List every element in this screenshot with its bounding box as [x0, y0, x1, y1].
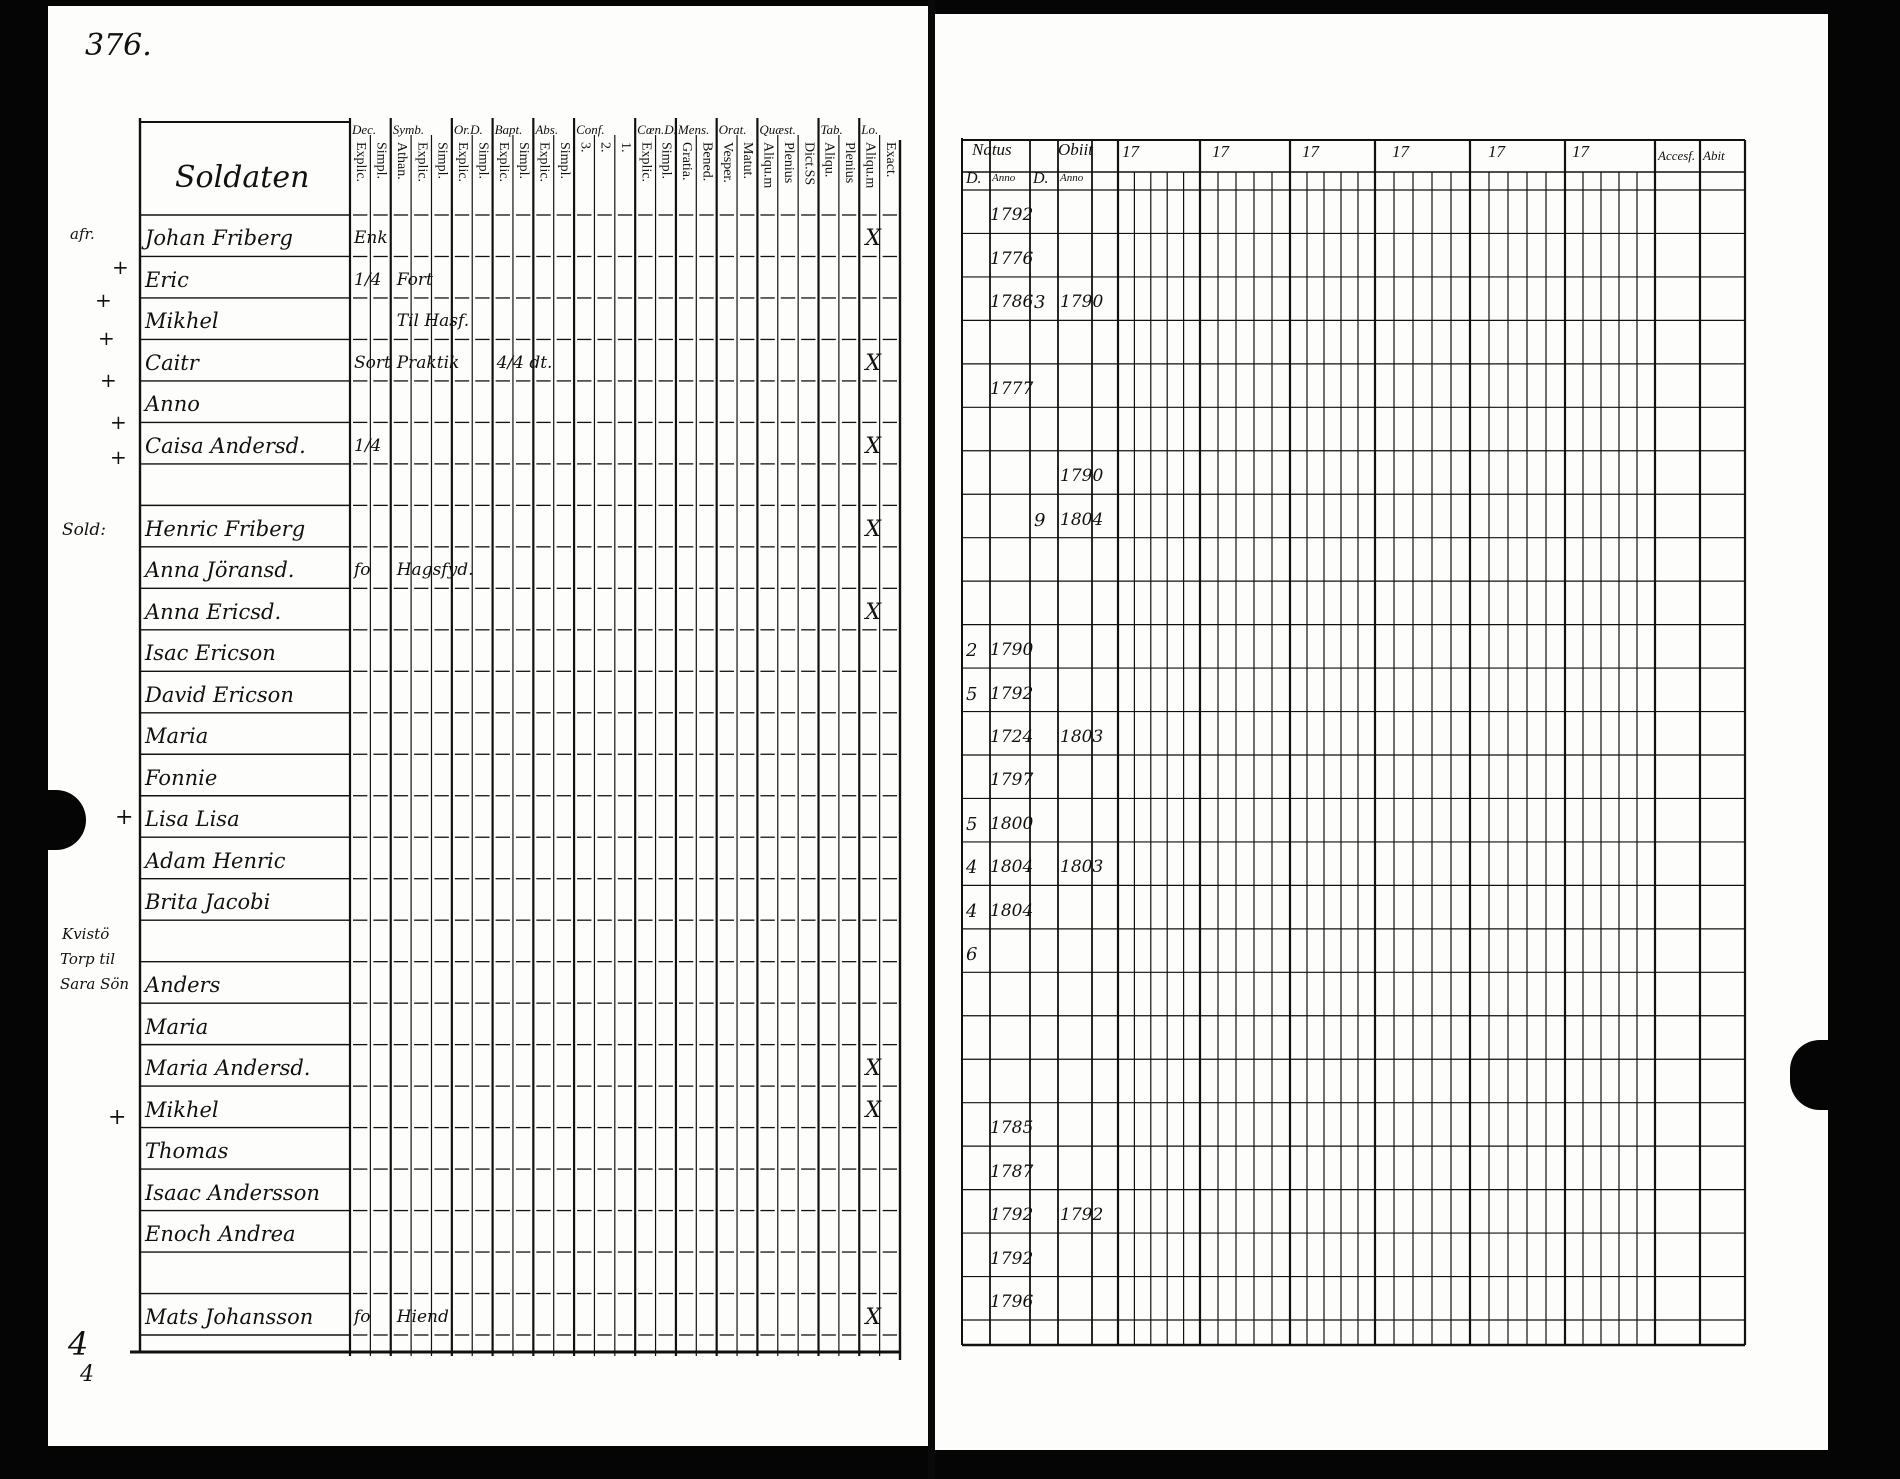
column-sub-header: Explic. — [455, 142, 471, 183]
row-name: Fonnie — [145, 765, 218, 790]
margin-note: + — [110, 445, 127, 469]
column-sub-header: Aliqu.m — [862, 142, 878, 189]
register-title: Soldaten — [175, 160, 310, 195]
natus-year: 1797 — [990, 770, 1034, 791]
dec-entry: 1/4 — [354, 269, 382, 290]
row-name: Anna Jöransd. — [145, 558, 295, 583]
right-sub-header: Anno — [1060, 172, 1084, 184]
obiit-day: 3 — [1034, 292, 1046, 314]
margin-note: + — [95, 288, 112, 312]
row-name: Enoch Andrea — [145, 1222, 296, 1247]
column-sub-header: Plenius — [780, 142, 796, 184]
margin-note: Torp til — [60, 950, 116, 968]
row-name: Anna Ericsd. — [145, 599, 282, 624]
row-name: Isac Ericson — [145, 641, 276, 666]
column-group-header: Abs. — [535, 122, 559, 137]
natus-year: 1776 — [990, 248, 1034, 269]
row-name: Thomas — [145, 1139, 229, 1164]
column-sub-header: Dict.SS — [801, 142, 817, 186]
margin-note: Sara Sön — [60, 975, 130, 993]
obiit-year: 1790 — [1060, 292, 1104, 313]
right-column-header: Accesf. — [1658, 148, 1696, 163]
row-name: Henric Friberg — [145, 516, 306, 541]
margin-note: Kvistö — [62, 925, 110, 943]
natus-year: 1724 — [990, 727, 1034, 747]
row-name: Maria Andersd. — [145, 1056, 311, 1081]
natus-year: 1792 — [990, 205, 1034, 226]
column-group-header: Dec. — [352, 122, 377, 137]
row-name: Johan Friberg — [145, 226, 293, 251]
natus-day: 2 — [966, 640, 978, 662]
natus-year: 1792 — [990, 683, 1034, 704]
column-group-header: Lo. — [861, 122, 879, 137]
right-column-header: Obiit — [1058, 140, 1093, 159]
symb-entry: Hiend — [396, 1307, 449, 1327]
right-column-header: 17 — [1122, 142, 1139, 161]
column-sub-header: Simpl. — [475, 142, 491, 179]
margin-note: + — [108, 1105, 127, 1130]
column-sub-header: Explic. — [536, 142, 552, 183]
row-name: Eric — [145, 267, 189, 292]
natus-year: 1804 — [990, 857, 1034, 878]
row-name: Maria — [145, 724, 209, 749]
column-sub-header: Bened. — [699, 142, 715, 182]
margin-note: + — [98, 326, 115, 350]
right-sub-header: Anno — [992, 172, 1016, 184]
row-name: Isaac Andersson — [145, 1180, 320, 1205]
column-group-header: Quæst. — [759, 122, 796, 137]
column-sub-header: Simpl. — [556, 142, 572, 179]
right-sub-header: D. — [1033, 170, 1049, 187]
row-name: Anno — [145, 392, 200, 417]
column-group-header: Symb. — [392, 122, 425, 137]
natus-year: 1786 — [990, 292, 1034, 313]
row-name: Anders — [145, 973, 221, 998]
margin-note: afr. — [70, 225, 95, 243]
column-sub-header: Athan. — [393, 142, 409, 180]
right-column-header: 17 — [1572, 142, 1589, 161]
dec-entry: Sort — [354, 352, 391, 373]
right-column-header: 17 — [1392, 142, 1409, 161]
row-name: Mats Johansson — [145, 1305, 314, 1329]
column-group-header: Cœn.D. — [637, 122, 677, 137]
obiit-day: 9 — [1034, 509, 1046, 531]
dec-entry: fo — [354, 1307, 371, 1327]
lo-mark: X — [865, 350, 881, 376]
margin-note: Sold: — [62, 520, 106, 540]
margin-note: + — [112, 255, 129, 279]
lo-mark: X — [865, 1097, 881, 1123]
row-name: Adam Henric — [145, 848, 286, 873]
natus-year: 1792 — [990, 1248, 1034, 1269]
column-sub-header: Explic. — [495, 142, 511, 183]
lo-mark: X — [865, 599, 881, 625]
right-sub-header: D. — [966, 170, 982, 187]
row-name: Maria — [145, 1014, 209, 1039]
lo-mark: X — [865, 1056, 881, 1082]
obiit-year: 1804 — [1060, 509, 1104, 530]
natus-day: 5 — [966, 813, 978, 835]
row-name: Lisa Lisa — [145, 807, 240, 832]
row-name: Brita Jacobi — [145, 890, 271, 915]
column-sub-header: Exact. — [882, 142, 898, 178]
column-group-header: Tab. — [820, 122, 843, 137]
row-name: David Ericson — [145, 682, 294, 707]
margin-note: 4 — [80, 1362, 94, 1387]
bapt-entry: 4/4 dt. — [496, 352, 553, 373]
column-group-header: Mens. — [677, 122, 710, 137]
column-sub-header: 3. — [577, 142, 593, 153]
natus-year: 1790 — [990, 640, 1034, 661]
lo-mark: X — [865, 516, 881, 542]
right-column-header: Abit — [1703, 148, 1725, 163]
column-sub-header: Vesper. — [719, 142, 735, 183]
column-sub-header: Matut. — [740, 142, 756, 179]
margin-note: 4 — [68, 1325, 89, 1363]
natus-day: 4 — [966, 900, 978, 922]
natus-year: 1792 — [990, 1205, 1034, 1226]
row-name: Caitr — [145, 350, 199, 375]
column-sub-header: Aliqu.m — [760, 142, 776, 189]
column-sub-header: Plenius — [842, 142, 858, 184]
column-sub-header: Gratia. — [679, 142, 695, 181]
margin-note: + — [110, 410, 127, 434]
dec-entry: fo — [354, 560, 371, 581]
right-column-header: 17 — [1302, 142, 1319, 161]
natus-day: 5 — [966, 683, 978, 705]
column-group-header: Bapt. — [494, 122, 523, 137]
dec-entry: Enk — [354, 228, 388, 249]
row-name: Caisa Andersd. — [145, 433, 306, 458]
row-name: Mikhel — [145, 1097, 219, 1122]
symb-entry: Hagsfyd. — [396, 560, 474, 581]
lo-mark: X — [865, 226, 881, 252]
symb-entry: Praktik — [396, 352, 460, 373]
natus-year: 1796 — [990, 1292, 1034, 1312]
column-group-header: Orat. — [718, 122, 747, 137]
lo-mark: X — [865, 433, 881, 459]
obiit-year: 1790 — [1060, 466, 1104, 487]
column-sub-header: Simpl. — [373, 142, 389, 179]
right-column-header: Natus — [972, 140, 1012, 159]
natus-year: 1785 — [990, 1118, 1034, 1139]
column-sub-header: Simpl. — [658, 142, 674, 179]
column-sub-header: Simpl. — [434, 142, 450, 179]
column-sub-header: Explic. — [638, 142, 654, 183]
natus-year: 1800 — [990, 813, 1034, 834]
obiit-year: 1803 — [1060, 857, 1104, 878]
right-column-header: 17 — [1212, 142, 1229, 161]
dec-entry: 1/4 — [354, 435, 382, 456]
page-number: 376. — [85, 28, 152, 63]
natus-year: 1804 — [990, 900, 1034, 921]
margin-note: + — [100, 368, 117, 392]
column-sub-header: 1. — [618, 142, 633, 153]
natus-year: 1787 — [990, 1161, 1034, 1182]
column-sub-header: 2. — [597, 142, 613, 153]
right-column-header: 17 — [1488, 142, 1505, 161]
symb-entry: Fort — [396, 269, 433, 290]
natus-year: 1777 — [990, 379, 1034, 400]
row-name: Mikhel — [145, 309, 219, 334]
lo-mark: X — [865, 1305, 881, 1330]
column-sub-header: Simpl. — [516, 142, 532, 179]
column-sub-header: Aliqu. — [821, 142, 837, 178]
column-group-header: Conf. — [576, 122, 605, 137]
natus-day: 4 — [966, 857, 978, 879]
symb-entry: Til Hasf. — [396, 311, 470, 332]
margin-note: + — [115, 805, 134, 830]
column-sub-header: Explic. — [414, 142, 430, 183]
obiit-year: 1803 — [1060, 727, 1104, 747]
column-sub-header: Explic. — [353, 142, 369, 183]
column-group-header: Or.D. — [453, 122, 483, 137]
natus-day: 6 — [966, 944, 978, 966]
obiit-year: 1792 — [1060, 1205, 1104, 1226]
